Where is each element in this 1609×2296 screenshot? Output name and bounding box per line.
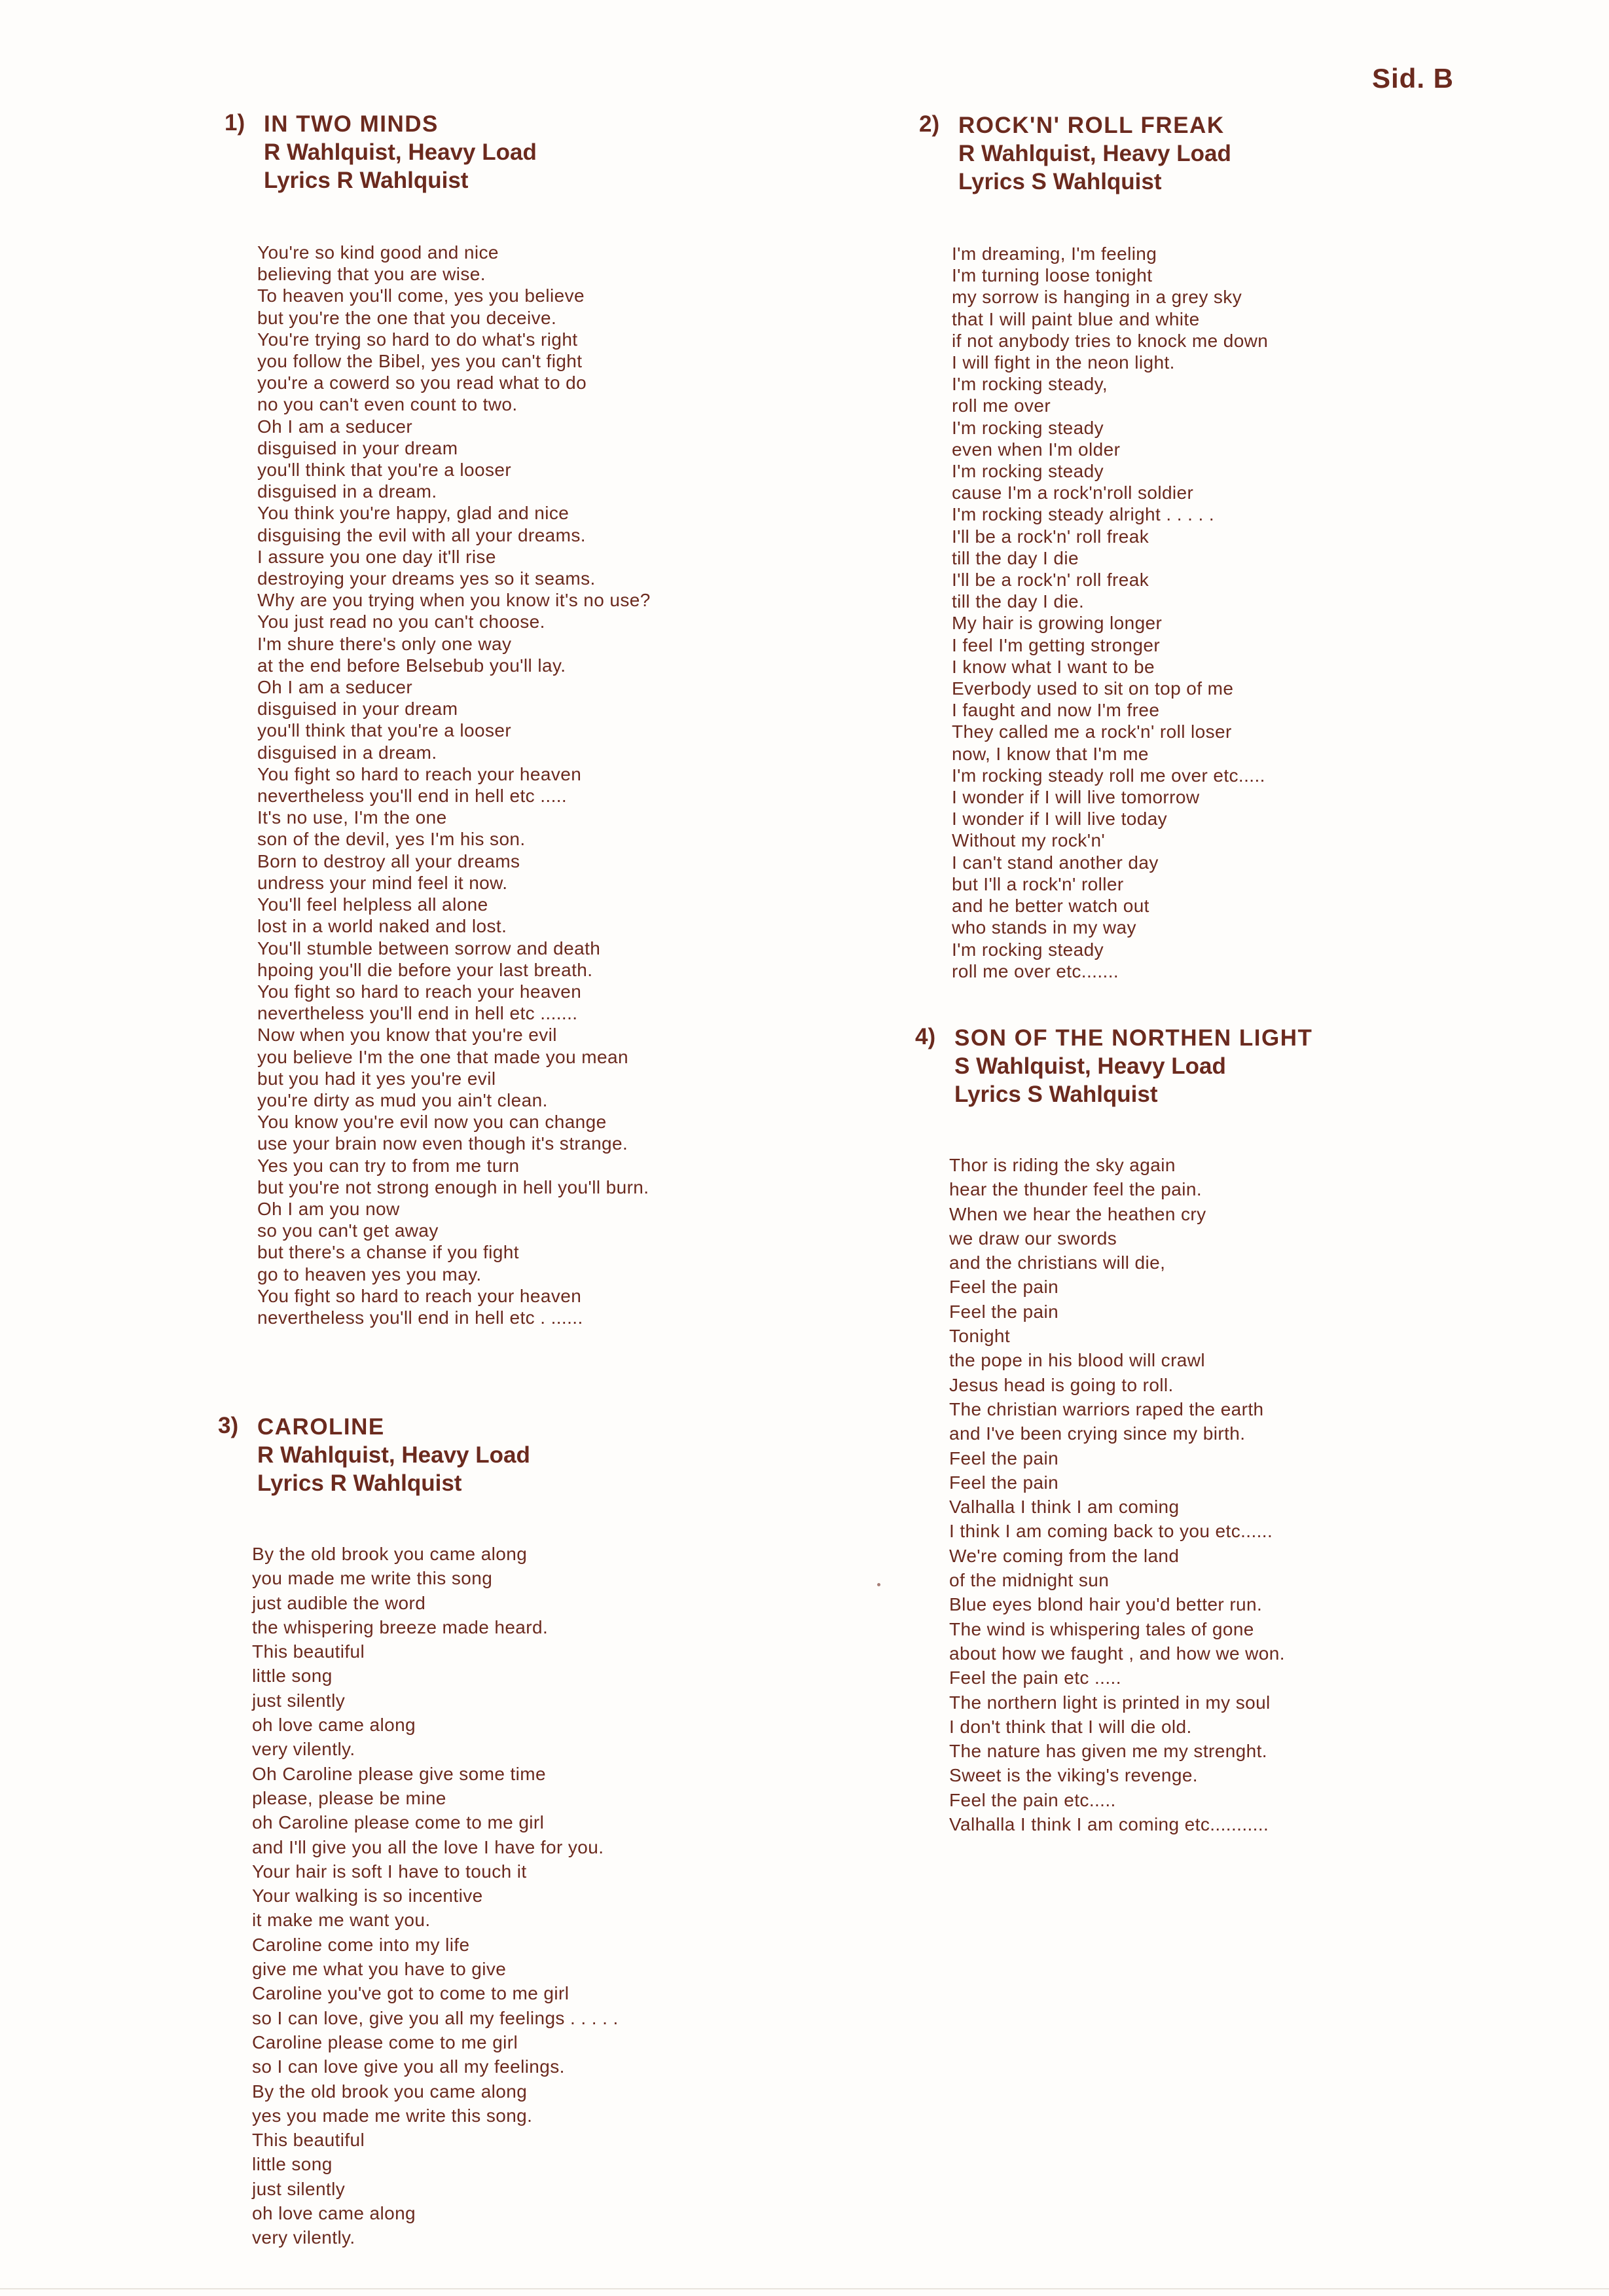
paper-speck	[877, 1583, 880, 1586]
lyric-line: about how we faught , and how we won.	[949, 1643, 1285, 1664]
lyric-line: disguised in a dream.	[257, 481, 437, 502]
song-title: ROCK'N' ROLL FREAK	[958, 113, 1225, 138]
lyric-line: we draw our swords	[949, 1228, 1117, 1248]
lyric-line: roll me over	[952, 395, 1051, 416]
lyric-line: I'm rocking steady	[952, 417, 1104, 438]
lyric-line: You just read no you can't choose.	[257, 611, 545, 632]
lyric-line: Sweet is the viking's revenge.	[949, 1765, 1198, 1786]
lyric-line: You fight so hard to reach your heaven	[257, 1285, 582, 1306]
lyric-line: I'll be a rock'n' roll freak	[952, 570, 1149, 591]
lyric-line: Thor is riding the sky again	[949, 1155, 1176, 1175]
lyric-line: nevertheless you'll end in hell etc .......	[257, 1003, 578, 1024]
lyric-line: so I can love, give you all my feelings . . . . .	[252, 2007, 619, 2028]
lyric-line: Your walking is so incentive	[252, 1886, 483, 1906]
lyric-line: I wonder if I will live tomorrow	[952, 787, 1200, 808]
lyric-line: you believe I'm the one that made you mean	[257, 1046, 628, 1067]
song-number: 4)	[915, 1024, 936, 1049]
lyric-line: I feel I'm getting stronger	[952, 634, 1161, 655]
lyric-line: You fight so hard to reach your heaven	[257, 763, 582, 784]
lyric-line: I know what I want to be	[952, 656, 1155, 677]
lyric-line: This beautiful	[252, 2130, 365, 2151]
lyric-line: Yes you can try to from me turn	[257, 1155, 520, 1176]
lyric-line: it make me want you.	[252, 1910, 431, 1931]
lyric-line: oh love came along	[252, 2203, 416, 2224]
lyric-line: just audible the word	[252, 1592, 426, 1613]
lyric-line: This beautiful	[252, 1641, 365, 1662]
lyric-line: Feel the pain	[949, 1472, 1059, 1493]
song-lyrics	[952, 243, 1268, 982]
lyric-line: You'll stumble between sorrow and death	[257, 938, 601, 958]
lyric-line: so I can love give you all my feelings.	[252, 2056, 565, 2077]
lyric-line: Oh I am a seducer	[257, 416, 413, 437]
lyric-line: The northern light is printed in my soul	[949, 1692, 1271, 1713]
song-in-two-minds	[225, 110, 651, 1328]
lyric-line: I wonder if I will live today	[952, 809, 1168, 829]
lyric-line: little song	[252, 2154, 333, 2175]
lyric-line: but you're the one that you deceive.	[257, 307, 557, 328]
song-header	[919, 111, 1268, 196]
lyric-line: Valhalla I think I am coming etc...........	[949, 1814, 1269, 1835]
lyric-line: you'll think that you're a looser	[257, 460, 512, 481]
lyric-line: I will fight in the neon light.	[952, 352, 1175, 373]
lyric-line: very vilently.	[252, 1739, 355, 1760]
lyric-line: just silently	[252, 2178, 346, 2199]
lyric-line: if not anybody tries to knock me down	[952, 330, 1269, 351]
lyric-line: son of the devil, yes I'm his son.	[257, 829, 526, 850]
lyric-line: who stands in my way	[952, 917, 1136, 938]
song-number: 3)	[218, 1413, 239, 1438]
lyric-line: and he better watch out	[952, 896, 1149, 917]
lyric-line: and the christians will die,	[949, 1252, 1166, 1273]
lyric-line: I'm rocking steady	[952, 939, 1104, 960]
lyric-line: It's no use, I'm the one	[257, 807, 447, 828]
song-credits-block	[958, 111, 1231, 196]
song-header	[225, 110, 651, 194]
lyric-line: Feel the pain	[949, 1277, 1059, 1298]
lyric-line: so you can't get away	[257, 1220, 439, 1241]
page-edge	[0, 2288, 1609, 2289]
lyric-line: Now when you know that you're evil	[257, 1025, 557, 1046]
lyric-line: give me what you have to give	[252, 1959, 507, 1980]
song-lyrics-credit: Lyrics R Wahlquist	[264, 168, 469, 193]
lyric-line: I'm shure there's only one way	[257, 633, 512, 654]
lyric-line: disguised in your dream	[257, 437, 458, 458]
lyric-line: I'll be a rock'n' roll freak	[952, 526, 1149, 547]
lyric-line: They called me a rock'n' roll loser	[952, 721, 1232, 742]
lyric-line: use your brain now even though it's strange.	[257, 1133, 628, 1154]
lyric-line: Born to destroy all your dreams	[257, 850, 520, 871]
song-lyrics-credit: Lyrics R Wahlquist	[257, 1470, 462, 1496]
song-credits: R Wahlquist, Heavy Load	[257, 1442, 530, 1468]
song-lyrics	[252, 1542, 619, 2250]
lyric-line: You think you're happy, glad and nice	[257, 503, 569, 524]
song-lyrics	[949, 1153, 1312, 1836]
lyric-line: very vilently.	[252, 2227, 355, 2248]
lyric-line: but there's a chanse if you fight	[257, 1242, 519, 1263]
song-credits-block	[954, 1024, 1312, 1108]
lyric-line: but you're not strong enough in hell you'll burn.	[257, 1176, 649, 1197]
song-rocknroll-freak	[919, 111, 1268, 982]
lyric-line: oh Caroline please come to me girl	[252, 1812, 545, 1833]
song-credits: R Wahlquist, Heavy Load	[264, 139, 537, 165]
lyric-line: disguising the evil with all your dreams.	[257, 524, 586, 545]
lyric-line: that I will paint blue and white	[952, 308, 1200, 329]
lyric-line: destroying your dreams yes so it seams.	[257, 568, 596, 589]
lyric-line: The wind is whispering tales of gone	[949, 1618, 1254, 1639]
lyric-line: My hair is growing longer	[952, 613, 1163, 634]
lyric-line: go to heaven yes you may.	[257, 1264, 482, 1285]
lyric-line: you follow the Bibel, yes you can't fight	[257, 351, 583, 372]
lyric-line: Oh I am you now	[257, 1198, 400, 1219]
lyric-line: till the day I die.	[952, 591, 1085, 612]
lyric-line: You fight so hard to reach your heaven	[257, 981, 582, 1002]
lyric-line: nevertheless you'll end in hell etc . ......	[257, 1307, 583, 1328]
lyric-line: cause I'm a rock'n'roll soldier	[952, 483, 1194, 503]
lyric-line: and I've been crying since my birth.	[949, 1423, 1246, 1444]
lyric-line: oh love came along	[252, 1715, 416, 1736]
lyric-line: you made me write this song	[252, 1568, 493, 1589]
lyric-line: just silently	[252, 1690, 346, 1711]
lyric-line: Feel the pain etc.....	[949, 1789, 1116, 1810]
song-son-of-the-northen-light	[915, 1024, 1312, 1836]
lyric-line: Everbody used to sit on top of me	[952, 678, 1234, 699]
lyric-line: but you had it yes you're evil	[257, 1068, 496, 1089]
lyric-line: The nature has given me my strenght.	[949, 1741, 1267, 1762]
lyric-line: yes you made me write this song.	[252, 2105, 533, 2126]
lyric-line: Oh I am a seducer	[257, 677, 413, 698]
lyric-line: Without my rock'n'	[952, 830, 1106, 851]
lyric-line: I faught and now I'm free	[952, 700, 1160, 721]
lyric-line: I'm rocking steady roll me over etc.....	[952, 765, 1265, 786]
lyric-line: nevertheless you'll end in hell etc .....	[257, 786, 568, 807]
lyric-line: Feel the pain	[949, 1448, 1059, 1468]
song-lyrics	[257, 242, 651, 1328]
song-lyrics-credit: Lyrics S Wahlquist	[958, 169, 1162, 194]
song-number: 1)	[225, 110, 245, 136]
lyric-line: believing that you are wise.	[257, 264, 486, 285]
lyric-line: You're trying so hard to do what's right	[257, 329, 578, 350]
lyric-line: please, please be mine	[252, 1787, 446, 1808]
lyric-line: I think I am coming back to you etc......	[949, 1521, 1273, 1542]
song-title: SON OF THE NORTHEN LIGHT	[954, 1025, 1313, 1051]
lyric-line: I'm turning loose tonight	[952, 265, 1153, 286]
lyric-line: Oh Caroline please give some time	[252, 1763, 546, 1784]
lyric-line: disguised in a dream.	[257, 742, 437, 763]
lyric-line: Caroline you've got to come to me girl	[252, 1983, 569, 2004]
lyric-line: I'm dreaming, I'm feeling	[952, 244, 1157, 264]
lyric-line: I'm rocking steady	[952, 461, 1104, 482]
song-lyrics-credit: Lyrics S Wahlquist	[954, 1082, 1158, 1107]
lyric-line: and I'll give you all the love I have for you.	[252, 1836, 604, 1857]
lyric-line: no you can't even count to two.	[257, 394, 518, 415]
lyric-line: but I'll a rock'n' roller	[952, 873, 1124, 894]
lyric-line: you'll think that you're a looser	[257, 720, 512, 741]
lyric-line: Your hair is soft I have to touch it	[252, 1861, 527, 1882]
lyric-line: To heaven you'll come, yes you believe	[257, 285, 585, 306]
lyric-line: You're so kind good and nice	[257, 242, 499, 263]
lyric-line: When we hear the heathen cry	[949, 1203, 1206, 1224]
lyric-line: the pope in his blood will crawl	[949, 1350, 1206, 1371]
lyric-line: roll me over etc.......	[952, 960, 1119, 981]
lyric-line: undress your mind feel it now.	[257, 872, 508, 893]
lyric-line: Why are you trying when you know it's no use?	[257, 590, 651, 611]
song-credits: R Wahlquist, Heavy Load	[958, 141, 1231, 166]
song-credits-block	[264, 110, 537, 194]
song-title: CAROLINE	[257, 1414, 385, 1440]
lyric-line: at the end before Belsebub you'll lay.	[257, 655, 566, 676]
song-credits: S Wahlquist, Heavy Load	[954, 1053, 1226, 1079]
lyric-line: Tonight	[949, 1326, 1011, 1347]
lyric-line: I can't stand another day	[952, 852, 1159, 873]
lyric-line: Feel the pain	[949, 1301, 1059, 1322]
lyric-line: little song	[252, 1666, 333, 1686]
lyric-line: The christian warriors raped the earth	[949, 1398, 1264, 1419]
lyric-line: disguised in your dream	[257, 699, 458, 720]
lyric-line: my sorrow is hanging in a grey sky	[952, 287, 1242, 308]
lyric-line: the whispering breeze made heard.	[252, 1616, 549, 1637]
lyric-line: Valhalla I think I am coming	[949, 1497, 1180, 1518]
lyric-line: By the old brook you came along	[252, 1544, 528, 1564]
lyric-line: You'll feel helpless all alone	[257, 894, 488, 915]
lyric-line: of the midnight sun	[949, 1570, 1110, 1591]
lyric-line: You know you're evil now you can change	[257, 1112, 607, 1133]
lyric-line: now, I know that I'm me	[952, 743, 1149, 764]
lyric-line: you're dirty as mud you ain't clean.	[257, 1089, 548, 1110]
lyric-line: lost in a world naked and lost.	[257, 916, 507, 937]
lyric-line: Feel the pain etc .....	[949, 1667, 1121, 1688]
side-label: Sid. B	[1372, 63, 1455, 94]
lyric-line: We're coming from the land	[949, 1545, 1180, 1566]
song-header	[218, 1413, 619, 1497]
lyric-line: Jesus head is going to roll.	[949, 1374, 1174, 1395]
lyric-line: Caroline come into my life	[252, 1934, 470, 1955]
lyric-line: hear the thunder feel the pain.	[949, 1179, 1202, 1200]
lyric-line: I don't think that I will die old.	[949, 1716, 1192, 1737]
lyric-line: I'm rocking steady alright . . . . .	[952, 504, 1214, 525]
lyric-line: By the old brook you came along	[252, 2081, 528, 2102]
lyric-line: I assure you one day it'll rise	[257, 546, 496, 567]
lyric-line: even when I'm older	[952, 439, 1121, 460]
song-title: IN TWO MINDS	[264, 111, 439, 137]
lyric-line: till the day I die	[952, 547, 1079, 568]
lyric-line: Caroline please come to me girl	[252, 2032, 518, 2052]
song-header	[915, 1024, 1312, 1108]
lyric-line: Blue eyes blond hair you'd better run.	[949, 1594, 1263, 1615]
song-number: 2)	[919, 111, 940, 137]
song-caroline	[218, 1413, 619, 2250]
lyric-line: you're a cowerd so you read what to do	[257, 373, 587, 393]
song-credits-block	[257, 1413, 530, 1497]
lyric-line: I'm rocking steady,	[952, 374, 1108, 395]
lyric-line: hpoing you'll die before your last breath.	[257, 959, 593, 980]
